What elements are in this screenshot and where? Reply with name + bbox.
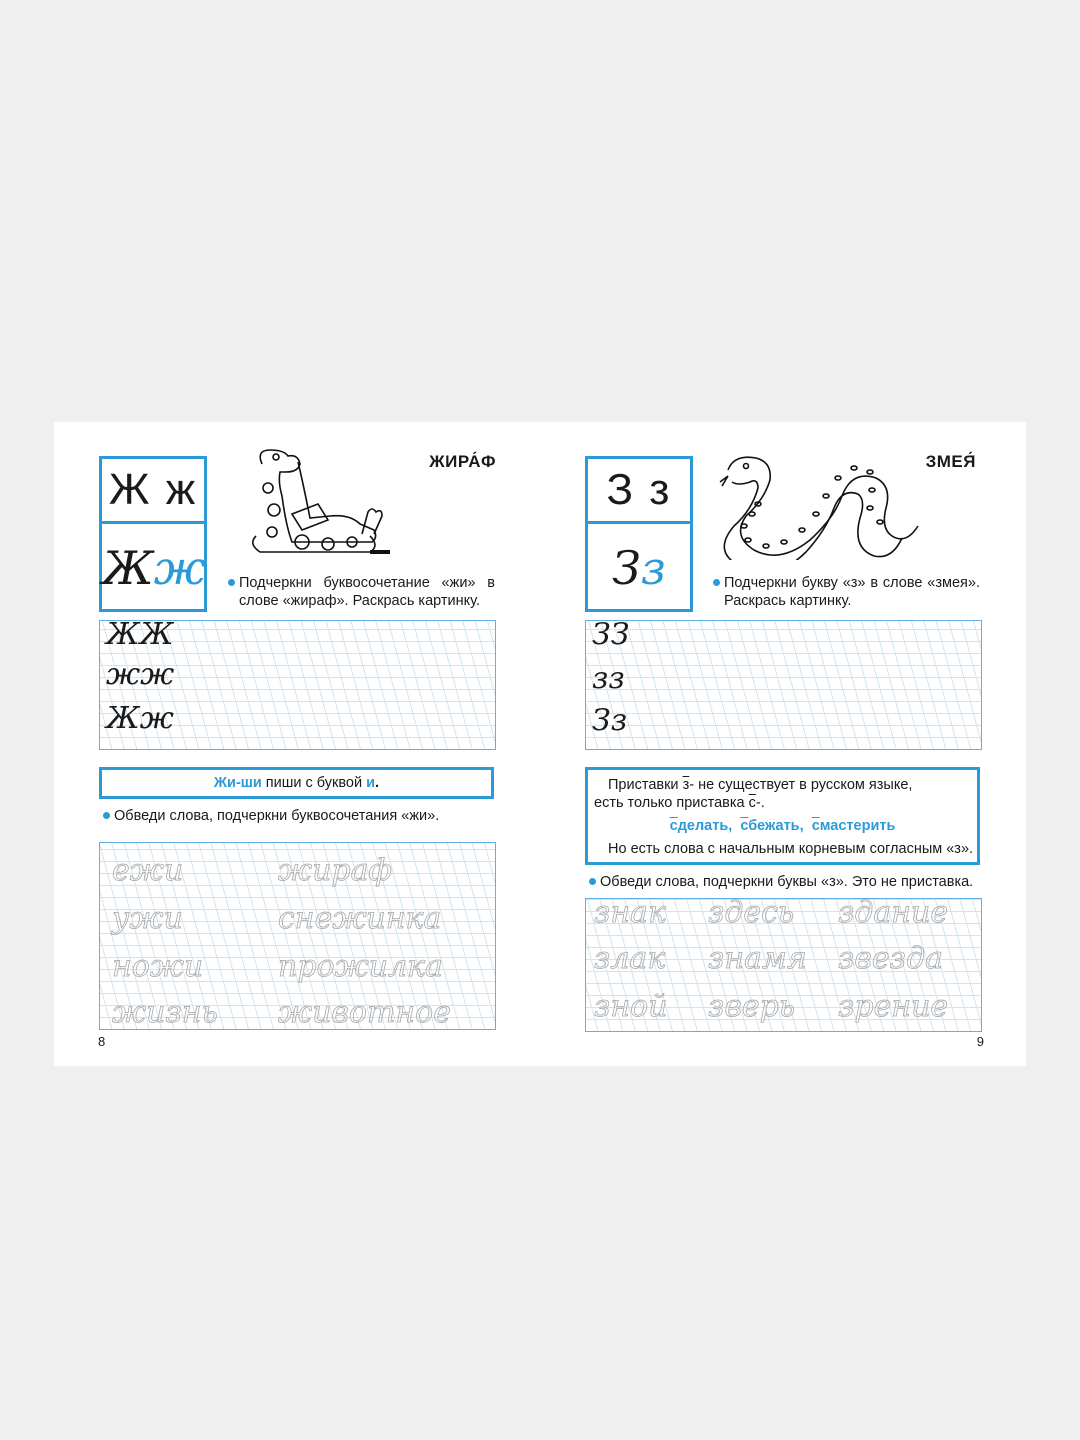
page-number-right: 9 — [976, 1034, 984, 1049]
page-left — [54, 422, 540, 1066]
practice-row-2: жж — [106, 657, 175, 692]
trace-word[interactable]: зверь — [708, 989, 796, 1024]
trace-word[interactable]: здесь — [708, 895, 795, 930]
page-right — [540, 422, 1026, 1066]
trace-word[interactable]: злак — [594, 941, 666, 976]
practice-row-1: ЗЗ — [592, 617, 630, 652]
trace-word[interactable]: прожилка — [278, 949, 443, 984]
practice-grid-zh — [99, 617, 496, 750]
snake-illustration — [718, 450, 948, 560]
rule-line-2: есть только приставка с-. — [594, 795, 765, 811]
print-letter-zh: Ж ж — [102, 459, 204, 524]
letter-box-zh — [99, 456, 207, 612]
practice-row-1: ЖЖ — [106, 617, 174, 652]
trace-word[interactable]: жизнь — [112, 995, 218, 1030]
trace-word[interactable]: знамя — [708, 941, 807, 976]
letter-box-z — [585, 456, 693, 612]
trace-word[interactable]: здание — [838, 895, 949, 930]
rule-prefix-s — [585, 767, 980, 865]
practice-row-3: Жж — [106, 701, 174, 736]
trace-word[interactable]: ужи — [112, 901, 183, 936]
trace-word[interactable]: снежинка — [278, 901, 442, 936]
rule-examples: сделать, сбежать, смастерить — [669, 818, 896, 834]
cursive-letter-z: Зз — [612, 541, 666, 595]
trace-word[interactable]: ежи — [112, 853, 184, 888]
trace-word[interactable]: звезда — [838, 941, 943, 976]
word-title-zhiraf: ЖИРА́Ф — [429, 452, 496, 471]
trace-word[interactable]: знак — [594, 895, 666, 930]
task-trace-words-zh: Обведи слова, подчеркни буквосочетания «жи». — [114, 807, 494, 825]
rule-line-1: Приставки з- не существует в русском языке, — [608, 777, 913, 793]
task-underline-z: Подчеркни букву «з» в слове «змея». Раскрась картинку. — [724, 575, 980, 609]
practice-grid-z — [585, 617, 982, 750]
giraffe-illustration — [242, 444, 397, 564]
trace-grid-z[interactable] — [585, 895, 982, 1032]
task-trace-words-z: Обведи слова, подчеркни буквы «з». Это не приставка. — [600, 873, 980, 891]
workbook-spread — [54, 422, 1026, 1066]
page-number-left: 8 — [98, 1034, 106, 1049]
rule-zhi-shi: Жи-ши пиши с буквой и. — [99, 767, 494, 799]
trace-word[interactable]: ножи — [112, 949, 204, 984]
trace-word[interactable]: зной — [594, 989, 668, 1024]
word-title-zmeya: ЗМЕЯ́ — [925, 452, 976, 471]
trace-word[interactable]: жираф — [278, 853, 392, 888]
trace-grid-zh[interactable] — [99, 842, 496, 1030]
practice-row-2: зз — [592, 661, 625, 696]
task-underline-zhi: Подчеркни буквосочетание «жи» в слове «жираф». Раскрась картинку. — [239, 575, 495, 609]
cursive-letter-zh: Жж — [102, 541, 206, 595]
trace-word[interactable]: животное — [278, 995, 451, 1030]
practice-row-3: Зз — [592, 703, 628, 738]
rule-line-4: Но есть слова с начальным корневым согласным «з». — [608, 841, 974, 857]
print-letter-z: З з — [588, 459, 690, 524]
trace-word[interactable]: зрение — [838, 989, 949, 1024]
